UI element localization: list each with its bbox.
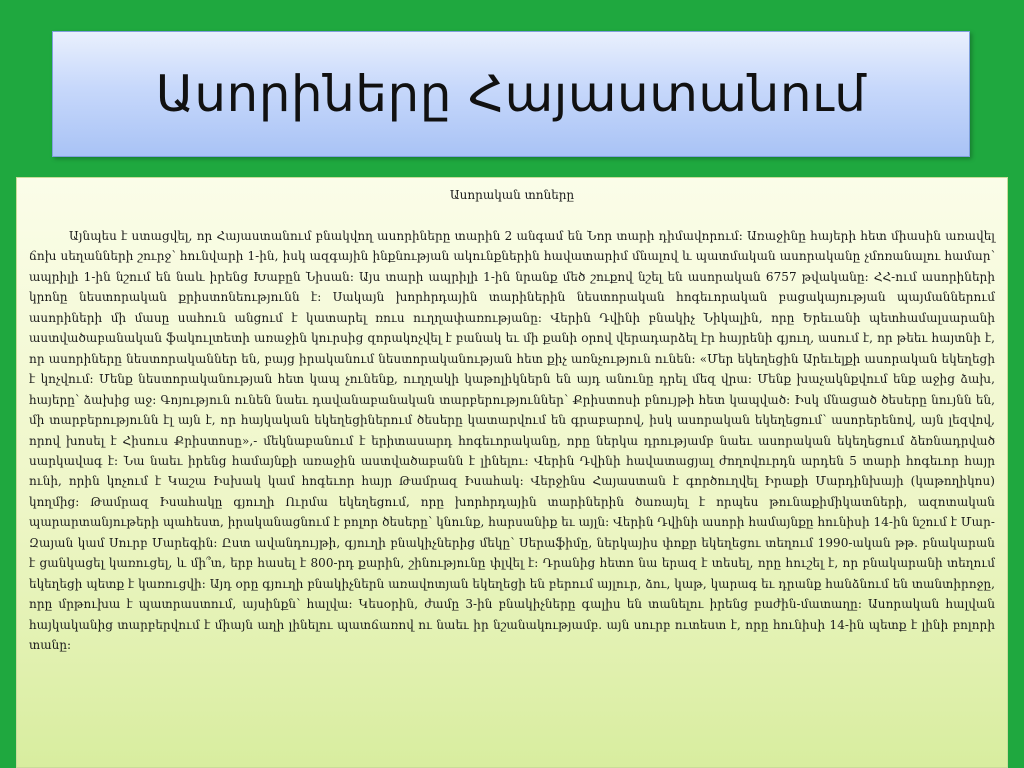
slide-title: Ասորիները Հայաստանում — [155, 65, 867, 123]
content-panel — [16, 177, 1008, 768]
section-subtitle: Ասորական տոները — [449, 188, 575, 202]
title-banner — [52, 31, 970, 157]
body-paragraph: Այնպես է ստացվել, որ Հայաստանում բնակվող ասորիները տարին 2 անգամ են Նոր տարի դիմավորում: Առաջինը հայերի հետ միասին առավել ճոխ սեղանների շուրջ՝ հունվարի 1-ին, իսկ ազգային ինքնության ակունքներին հավատարիմ մնալով և պատմական ասորականը չմոռանալու համար՝ ապրիլի 1-ին նշում են նաև իրենց Խաբըն Նիսան: Այս տարի ապրիլի 1-ին նրանք մեծ շուքով նշել են ասորական 6757 թվականը: ՀՀ-ում ասորիների կրոնը նեստորական քրիստոնեությունն է: Սակայն խորհրդային տարիներին նեստորական հոգեւորական բացակայության պայմաններում ասորիների մի մասը սահուն անցում է կատարել ռուս ուղղափառությանը: Վերին Դվինի բնակիչ Նիկալին, որը Երեւանի պետհամալսարանի աստվածաբանական ֆակուլտետի առաջին կուրսից զորակոչվել է բանակ եւ մի քանի օրով վերադարձել էր հայրենի գյուղ, ասում է, որ թեեւ հայտնի է, որ ասորիները նեստորականներ են, բայց իրականում նեստորականության հետ քիչ առնչություն ունեն: «Մեր եկեղեցին Արեւելքի ասորական եկեղեցի է կոչվում: Մենք նեստորականության հետ կապ չունենք, ուղղակի կաթոլիկներն են այդ անունը դրել մեզ վրա: Մենք խաչակնքվում ենք աջից ձախ, հայերը՝ ձախից աջ: Գոյություն ունեն նաեւ դավանաբանական տարբերություններ՝ Քրիստոսի բնույթի հետ կապված: Իսկ մնացած ծեսերը նույնն են, մի տարբերությունն էլ այն է, որ հայկական եկեղեցիներում ծեսերը կատարվում են գրաբարով, իսկ ասորական եկեղեցում՝ ասորերենով, այն լեզվով, որով խոսել է Հիսուս Քրիստոսը»,- մեկնաբանում է երիտասարդ հոգեւորականը, որը ներկա դրությամբ նաեւ ասորական եկեղեցում ձեռնադրված սարկավագ է: Նա նաեւ իրենց համայնքի առաջին աստվածաբանն է լինելու: Վերին Դվինի հավատացյալ ժողովուրդն արդեն 5 տարի հոգեւոր հայր ունի, որին կոչում է Կաշա Իսխակ կամ հոգեւոր հայր Թամրազ Իսահակ: Վերջինս Հայաստան է գործուղվել Իրաքի Մարդինխայի (կաթողիկոս) կողմից: Թամրազ Իսահակը գյուղի Ուրմա եկեղեցում, որը խորհրդային տարիներին ծառայել է որպես թունաքիմիկատների, ազոտական պարարտանյութերի պահեստ, իրականացնում է բոլոր ծեսերը՝ կնունք, հարսանիք եւ այլն: Վերին Դվինի ասորի համայնքը հունիսի 14-ին նշում է Մար-Զայան կամ Սուրբ Մարեգին: Ըստ ավանդույթի, գյուղի բնակիչներից մեկը՝ Սերաֆիմը, ներկայիս փոքր եկեղեցու տեղում 1990-ական թթ. բնակարան է ցանկացել կառուցել, և մի՞տ, երբ հասել է 800-րդ քարին, շինությունը փլվել է: Դրանից հետո նա երազ է տեսել, որը հուշել է, որ բնակարանի տեղում եկեղեցի պետք է կառուցվի: Այդ օրը գյուղի բնակիչներն առավոտյան եկեղեցի են բերում այլուր, ձու, կաթ, կարագ եւ դրանք հանձնում են տանտիրոջը, որը մրթուխա է պատրաստում, այսինքն՝ հալվա: Կեսօրին, ժամը 3-ին բնակիչները գալիս են տանելու իրենց բաժին-մատաղը: Ասորական հալվան հայկականից տարբերվում է միայն աղի լինելու պատճառով ու նաեւ իր նշանակությամբ. այն սուրբ ուտեստ է, որը հունիսի 14-ին պետք է լինի բոլորի տանը: — [29, 229, 995, 653]
